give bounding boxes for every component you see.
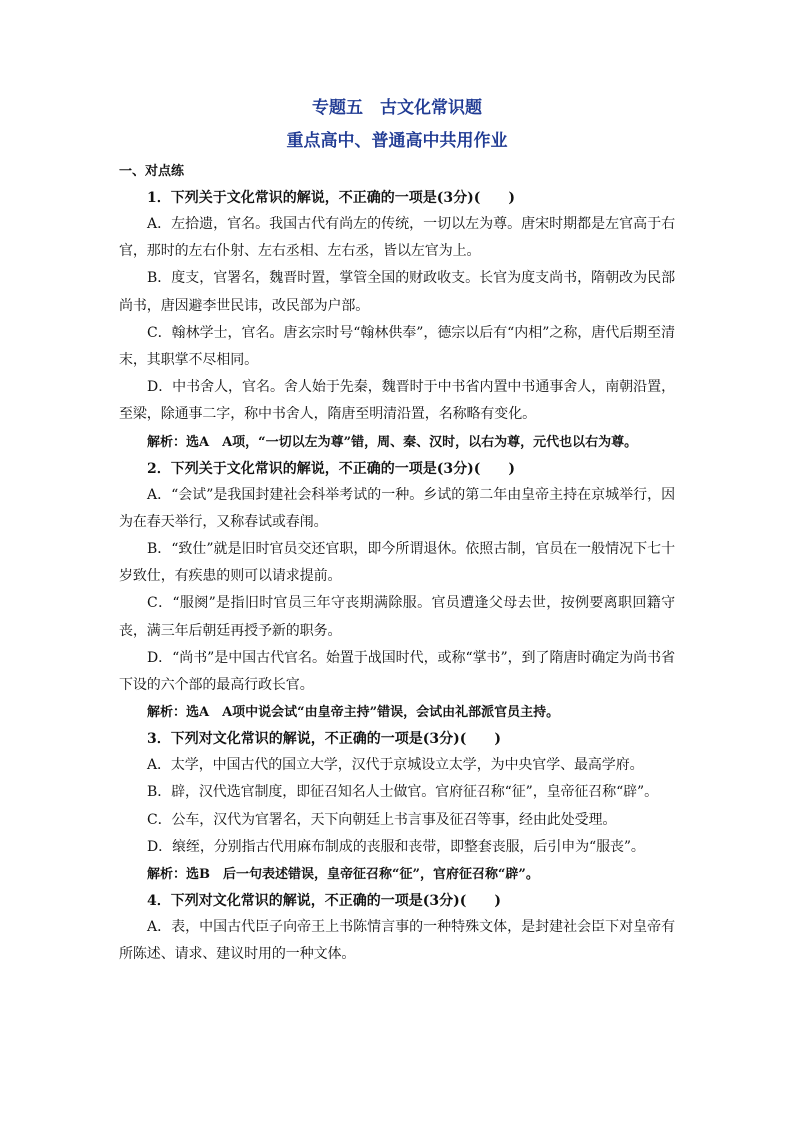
question-2 (119, 456, 675, 727)
question-stem: 1．下列关于文化常识的解说，不正确的一项是(3分)( ) (147, 190, 515, 206)
document-subtitle: 重点高中、普通高中共用作业 (286, 131, 508, 151)
answer-explanation: 解析：选A A项，“一切以左为尊”错，周、秦、汉时，以右为尊，元代也以右为尊。 (147, 434, 638, 450)
option-b: B．度支，官署名，魏晋时置，掌管全国的财政收支。长官为度支尚书，隋朝改为民部尚书，唐因避李世民讳，改民部为户部。 (119, 270, 675, 314)
section-heading: 一、对点练 (119, 164, 185, 179)
option-d: D．中书舍人，官名。舍人始于先秦，魏晋时于中书省内置中书通事舍人，南朝沿置，至梁，除通事二字，称中书舍人，隋唐至明清沿置，名称略有变化。 (119, 379, 675, 423)
option-a: A．表，中国古代臣子向帝王上书陈情言事的一种特殊文体，是封建社会臣下对皇帝有所陈述、请求、建议时用的一种文体。 (119, 919, 675, 963)
question-3 (119, 726, 675, 888)
question-1 (119, 185, 675, 456)
answer-explanation: 解析：选A A项中说会试“由皇帝主持”错误，会试由礼部派官员主持。 (147, 705, 560, 721)
option-b: B．辟，汉代选官制度，即征召知名人士做官。官府征召称“征”，皇帝征召称“辟”。 (147, 784, 659, 801)
option-a: A．“会试”是我国封建社会科举考试的一种。乡试的第二年由皇帝主持在京城举行，因为在春天举行，又称春试或春闱。 (119, 486, 675, 530)
option-d: D．“尚书”是中国古代官名。始置于战国时代，或称“掌书”，到了隋唐时确定为尚书省下设的六个部的最高行政长官。 (119, 649, 675, 694)
question-stem: 3．下列对文化常识的解说，不正确的一项是(3分)( ) (147, 731, 501, 748)
option-a: A．左拾遗，官名。我国古代有尚左的传统，一切以左为尊。唐宋时期都是左官高于右官，那时的左右仆射、左右丞相、左右丞，皆以左官为上。 (119, 216, 675, 260)
option-a: A．太学，中国古代的国立大学，汉代于京城设立太学，为中央官学、最高学府。 (147, 757, 644, 774)
document-title: 专题五 古文化常识题 (312, 98, 482, 118)
option-c: C．公车，汉代为官署名，天下向朝廷上书言事及征召等事，经由此处受理。 (147, 811, 617, 828)
option-c: C．翰林学士，官名。唐玄宗时号“翰林供奉”，德宗以后有“内相”之称，唐代后期至清末，其职掌不尽相同。 (119, 324, 675, 369)
question-4 (119, 888, 675, 968)
option-d: D．缞绖，分别指古代用麻布制成的丧服和丧带，即整套丧服，后引申为“服丧”。 (147, 838, 645, 855)
document-page (119, 96, 675, 968)
option-b: B．“致仕”就是旧时官员交还官职，即今所谓退休。依照古制，官员在一般情况下七十岁致仕，有疾患的则可以请求提前。 (119, 541, 675, 585)
answer-explanation: 解析：选B 后一句表述错误，皇帝征召称“征”，官府征召称“辟”。 (147, 867, 539, 883)
question-stem: 2．下列关于文化常识的解说，不正确的一项是(3分)( ) (147, 460, 515, 477)
option-c: C．“服阕”是指旧时官员三年守丧期满除服。官员遭逢父母去世，按例要离职回籍守丧，满三年后朝廷再授予新的职务。 (119, 595, 675, 639)
question-stem: 4．下列对文化常识的解说，不正确的一项是(3分)( ) (147, 893, 501, 910)
